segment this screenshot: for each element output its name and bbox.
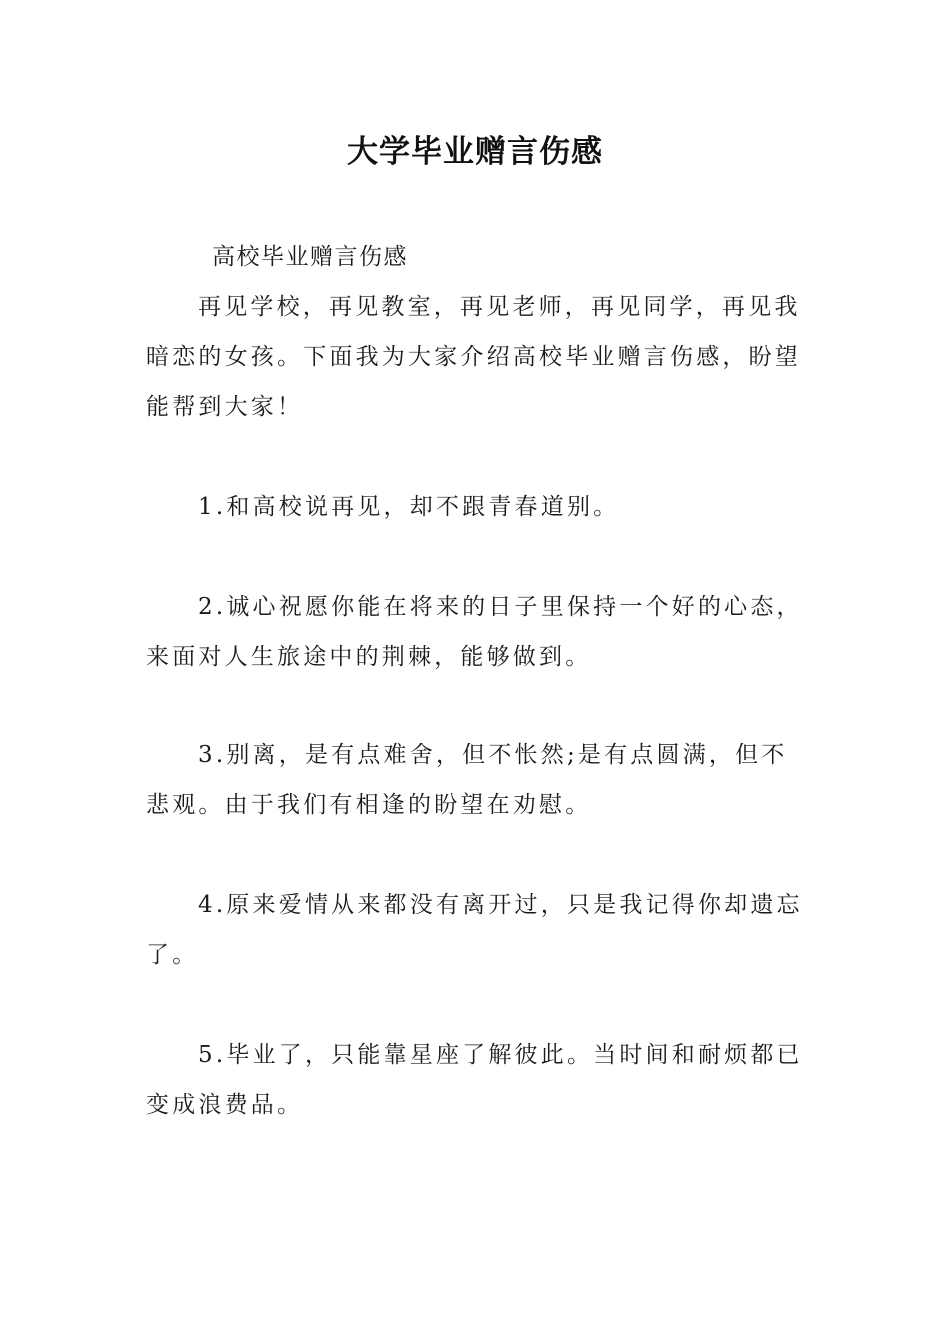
document-subtitle: 高校毕业赠言伤感 bbox=[212, 244, 408, 270]
list-item-4: 4.原来爱情从来都没有离开过，只是我记得你却遗忘了。 bbox=[146, 892, 803, 968]
list-item-3: 3.别离，是有点难舍，但不怅然;是有点圆满，但不悲观。由于我们有相逢的盼望在劝慰。 bbox=[146, 742, 788, 818]
list-item-2: 2.诚心祝愿你能在将来的日子里保持一个好的心态，来面对人生旅途中的荆棘，能够做到。 bbox=[146, 594, 803, 670]
list-item-5: 5.毕业了，只能靠星座了解彼此。当时间和耐烦都已变成浪费品。 bbox=[146, 1042, 803, 1118]
document-title: 大学毕业赠言伤感 bbox=[347, 134, 603, 170]
list-item-1: 1.和高校说再见，却不跟青春道别。 bbox=[198, 494, 620, 520]
intro-paragraph: 再见学校，再见教室，再见老师，再见同学，再见我暗恋的女孩。下面我为大家介绍高校毕业赠言伤感，盼望能帮到大家！ bbox=[146, 294, 801, 420]
